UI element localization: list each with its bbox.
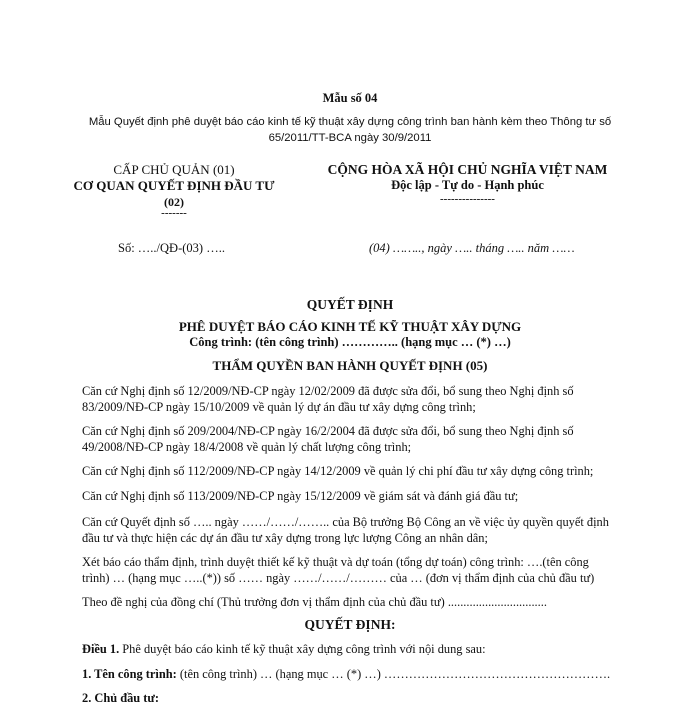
document-subtitle: PHÊ DUYỆT BÁO CÁO KINH TẾ KỸ THUẬT XÂY DỰNG <box>178 319 522 334</box>
preamble-paragraph <box>82 554 622 586</box>
paragraph-line: 49/2008/NĐ-CP ngày 18/4/2008 về quản lý chất lượng công trình; <box>82 440 412 454</box>
article-1 <box>82 642 486 657</box>
article-1-label: Điều 1. <box>82 642 120 656</box>
national-title: CỘNG HÒA XÃ HỘI CHỦ NGHĨA VIỆT NAM <box>327 162 608 177</box>
place-date: (04) …….., ngày ….. tháng ….. năm …… <box>369 241 575 255</box>
paragraph-line: Căn cứ Nghị định số 12/2009/NĐ-CP ngày 12/02/2009 đã được sửa đổi, bổ sung theo Nghị định số <box>82 384 574 398</box>
paragraph-line: Căn cứ Nghị định số 112/2009/NĐ-CP ngày 14/12/2009 về quản lý chi phí đầu tư xây dựng công trình; <box>82 464 594 478</box>
paragraph-line: trình) … (hạng mục …..(*)) số …… ngày ……/……/……… của … (đơn vị thẩm định của chủ đầu tư) <box>82 571 595 585</box>
template-number: Mẫu số 04 <box>322 91 378 105</box>
paragraph-line: Căn cứ Nghị định số 113/2009/NĐ-CP ngày 15/12/2009 về giám sát và đánh giá đầu tư; <box>82 489 519 503</box>
paragraph-line: Căn cứ Quyết định số ….. ngày ……/……/…….. của Bộ trưởng Bộ Công an về việc ủy quyền quyết định <box>82 515 609 529</box>
intro-line-1: Mẫu Quyết định phê duyệt báo cáo kinh tế kỹ thuật xây dựng công trình ban hành kèm theo Thông tư số <box>88 116 612 128</box>
preamble-paragraph <box>82 488 622 504</box>
article-1-text: Phê duyệt báo cáo kinh tế kỹ thuật xây dựng công trình với nội dung sau: <box>119 642 486 656</box>
paragraph-line: đầu tư và thực hiện các dự án đầu tư xây dựng trong lực lượng Công an nhân dân; <box>82 531 488 545</box>
national-motto: Độc lập - Tự do - Hạnh phúc <box>391 178 544 192</box>
right-divider: --------------- <box>440 193 495 205</box>
preamble-paragraph <box>82 463 622 479</box>
paragraph-line: 83/2009/NĐ-CP ngày 15/10/2009 về quản lý dự án đầu tư xây dựng công trình; <box>82 400 476 414</box>
item-1 <box>82 667 610 682</box>
preamble-paragraph <box>82 423 622 455</box>
investment-authority-code: (02) <box>164 195 184 209</box>
paragraph-line: Theo đề nghị của đồng chí (Thủ trưởng đơn vị thẩm định của chủ đầu tư) ................................ <box>82 595 547 609</box>
preamble-paragraph <box>82 594 622 610</box>
document-title: QUYẾT ĐỊNH <box>306 297 394 312</box>
item-1-label: 1. Tên công trình: <box>82 667 177 681</box>
decision-number: Số: …../QĐ-(03) ….. <box>118 241 225 255</box>
governing-body: CẤP CHỦ QUẢN (01) <box>113 162 235 177</box>
project-line: Công trình: (tên công trình) ………….. (hạng mục … (*) …) <box>189 335 511 349</box>
paragraph-line: Xét báo cáo thẩm định, trình duyệt thiết kế kỹ thuật và dự toán (tổng dự toán) công trình: ….(tên công <box>82 555 589 569</box>
preamble-paragraph <box>82 383 622 415</box>
decision-heading: QUYẾT ĐỊNH: <box>304 617 396 632</box>
item-2-label: 2. Chủ đầu tư: <box>82 691 159 705</box>
intro-line-2: 65/2011/TT-BCA ngày 30/9/2011 <box>268 132 432 144</box>
investment-authority: CƠ QUAN QUYẾT ĐỊNH ĐẦU TƯ <box>73 178 275 193</box>
issuing-authority: THẨM QUYỀN BAN HÀNH QUYẾT ĐỊNH (05) <box>212 358 488 373</box>
left-divider: ------- <box>161 207 187 219</box>
preamble-paragraph <box>82 514 622 546</box>
item-1-text: (tên công trình) … (hạng mục … (*) …) ………………………………………………. <box>176 667 611 681</box>
paragraph-line: Căn cứ Nghị định số 209/2004/NĐ-CP ngày 16/2/2004 đã được sửa đổi, bổ sung theo Nghị định số <box>82 424 574 438</box>
